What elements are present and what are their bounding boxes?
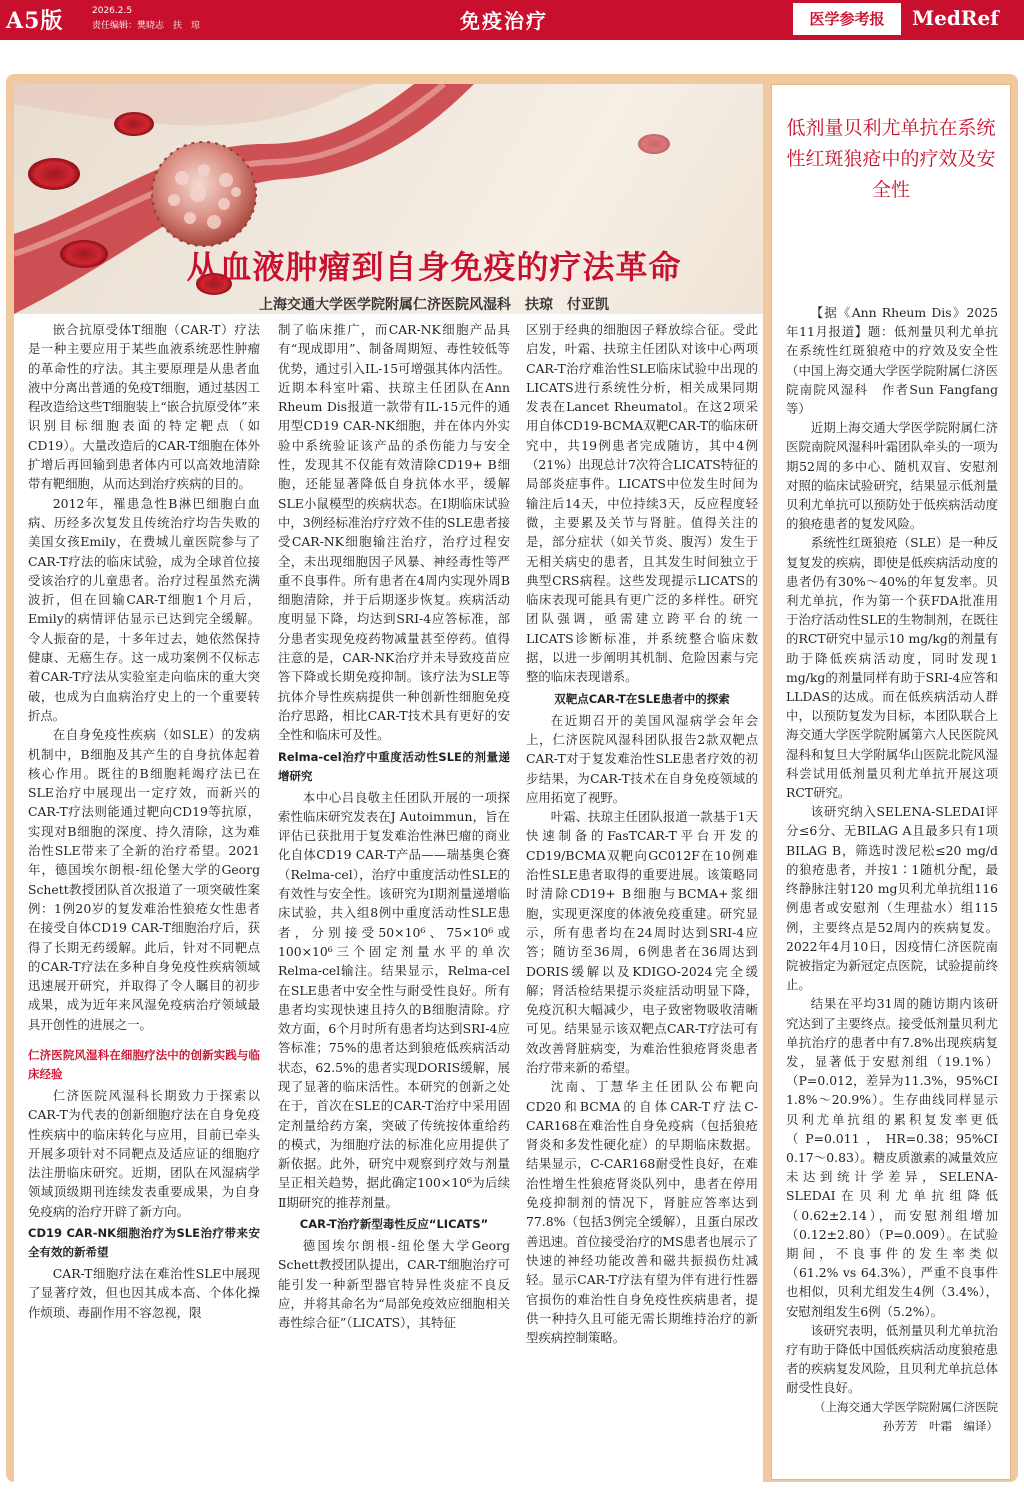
brand-english: MedRef: [912, 6, 999, 30]
article-banner: [14, 84, 763, 314]
editors: 责任编辑：樊晓志 扶 琼: [92, 21, 201, 31]
paragraph: 叶霜、扶琼主任团队报道一款基于1天快速制备的FasTCAR-T平台开发的CD19/BCMA双靶向GC012F在10例难治性SLE患者取得的重要进展。该策略同时清除CD19+ B细胞与BCMA+浆细胞，实现更深度的体液免疫重建。研究显示，所有患者均在24周时达到SRI-4应答；随访至36周，6例患者在36周达到DORIS缓解以及KDIGO-2024完全缓解；肾活检结果提示炎症活动明显下降，免疫沉积大幅减少，电子致密物吸收清晰可见。结果显示该双靶点CAR-T疗法可有效改善肾脏病变，为难治性狼疮肾炎患者治疗带来新的希望。: [526, 809, 758, 1075]
paragraph: 区别于经典的细胞因子释放综合征。受此启发，叶霜、扶琼主任团队对该中心两项CAR-T治疗难治性SLE临床试验中出现的LICATS进行系统性分析，相关成果同期发表在Lancet Rheumatol。在这2项采用自体CD19-BCMA双靶CAR-T的临床研究中，共19例患者完成随访，其中4例（21%）出现总计7次符合LICATS特征的局部炎症事件。LICATS中位发生时间为输注后14天，中位持续3天，反应程度轻微，主要累及关节与肾脏。值得关注的是，部分症状（如关节炎、腹泻）发生于无相关病史的患者，且其发生时间独立于典型CRS病程。这些发现提示LICATS的临床表现可能具有更广泛的多样性。研究团队强调，亟需建立跨平台的统一LICATS诊断标准，并系统整合临床数据，以进一步阐明其机制、危险因素与完整的临床表现谱系。: [526, 322, 758, 685]
article-author: 上海交通大学医学院附属仁济医院风湿科 扶琼 付亚凯: [259, 297, 609, 313]
paragraph: 该研究表明，低剂量贝利尤单抗治疗有助于降低中国低疾病活动度狼疮患者的疾病复发风险，且贝利尤单抗总体耐受性良好。: [786, 1322, 998, 1396]
article-title: 从血液肿瘤到自身免疫的疗法革命: [186, 248, 682, 286]
subheading: 仁济医院风湿科在细胞疗法中的创新实践与临床经验: [28, 1047, 260, 1081]
sidebar-credit: （上海交通大学医学院附属仁济医院 孙芳芳 叶霜 编译）: [814, 1399, 1010, 1433]
sidebar-body: [786, 303, 1010, 1436]
subheading: CAR-T治疗新型毒性反应“LICATS”: [299, 1217, 489, 1232]
subheading: CD19 CAR-NK细胞治疗为SLE治疗带来安全有效的新希望: [28, 1226, 260, 1260]
edition-label: A5版: [6, 8, 64, 34]
page-header: [0, 0, 1024, 40]
section-title: 免疫治疗: [460, 9, 548, 33]
sidebar-title: 低剂量贝利尤单抗在系统性红斑狼疮中的疗效及安全性: [786, 117, 996, 201]
paragraph: 在近期召开的美国风湿病学会年会上，仁济医院风湿科团队报告2款双靶点CAR-T对于复发难治性SLE患者疗效的初步结果，为CAR-T技术在自身免疫领域的应用拓宽了视野。: [526, 712, 758, 805]
sidebar-article: [771, 84, 1011, 1480]
paragraph: 本中心吕良敬主任团队开展的一项探索性临床研究发表在J Autoimmun，旨在评估已获批用于复发难治性淋巴瘤的商业化自体CD19 CAR-T产品——瑞基奥仑赛（Relma-cel），治疗中重度活动性SLE的有效性与安全性。该研究为Ⅰ期剂量递增临床试验，共入组8例中重度活动性SLE患者，分别接受50×10⁶、75×10⁶或100×10⁶三个固定剂量水平的单次Relma-cel输注。结果显示，Relma-cel在SLE患者中安全性与耐受性良好。所有患者均实现快速且持久的B细胞清除。疗效方面，6个月时所有患者均达到SRI-4应答标准；75%的患者达到狼疮低疾病活动状态，62.5%的患者实现DORIS缓解，展现了显著的临床活性。本研究的创新之处在于，首次在SLE的CAR-T治疗中采用固定剂量给药方案，突破了传统按体重给药的模式，为细胞疗法的标准化应用提供了新依据。此外，研究中观察到疗效与剂量呈正相关趋势，据此确定100×10⁶为后续Ⅱ期研究的推荐剂量。: [278, 789, 510, 1210]
paragraph: CAR-T细胞疗法在难治性SLE中展现了显著疗效，但也因其成本高、个体化操作烦琐、毒副作用不容忽视，限: [28, 1266, 260, 1320]
paragraph: 制了临床推广，而CAR-NK细胞产品具有“现成即用”、制备周期短、毒性较低等优势，通过引入IL-15可增强其体内活性。近期本科室叶霜、扶琼主任团队在Ann Rheum Dis报道一款带有IL-15元件的通用型CD19 CAR-NK细胞，并在体内外实验中系统验证该产品的杀伤能力与安全性，发现其不仅能有效清除CD19+ B细胞，还能显著降低自身抗体水平，缓解SLE小鼠模型的疾病状态。在Ⅰ期临床试验中，3例经标准治疗疗效不佳的SLE患者接受CAR-NK细胞输注治疗，治疗过程安全，未出现细胞因子风暴、神经毒性等严重不良事件。所有患者在4周内实现外周B细胞清除，并于后期逐步恢复。疾病活动度明显下降，均达到SRI-4应答标准，部分患者实现免疫药物减量甚至停药。值得注意的是，CAR-NK治疗并未导致疫苗应答下降或长期免疫抑制。该疗法为SLE等抗体介导性疾病提供一种创新性细胞免疫治疗思路，相比CAR-T技术具有更好的安全性和临床可及性。: [278, 322, 510, 743]
paragraph: 嵌合抗原受体T细胞（CAR-T）疗法是一种主要应用于某些血液系统恶性肿瘤的革命性的疗法。其主要原理是从患者血液中分离出普通的免疫T细胞，通过基因工程改造给这些T细胞装上“嵌合抗原受体”来识别目标细胞表面的特定靶点（如CD19）。大量改造后的CAR-T细胞在体外扩增后再回输到患者体内可以高效地清除带有靶细胞，从而达到治疗疾病的目的。: [28, 322, 260, 492]
paragraph: 2012年，罹患急性B淋巴细胞白血病、历经多次复发且传统治疗均告失败的美国女孩Emily，在费城儿童医院参与了CAR-T疗法的临床试验，成为全球首位接受该治疗的儿童患者。治疗过程虽然充满波折，但在回输CAR-T细胞1个月后，Emily的病情评估显示已达到完全缓解。令人振奋的是，十多年过去，她依然保持健康、无癌生存。这一成功案例不仅标志着CAR-T疗法从实验室走向临床的重大突破，也成为白血病治疗史上的一个重要转折点。: [28, 495, 260, 723]
paragraph: 沈南、丁慧华主任团队公布靶向CD20和BCMA的自体CAR-T疗法C-CAR168在难治性自身免疫病（包括狼疮肾炎和多发性硬化症）的早期临床数据。结果显示，C-CAR168耐受性良好，在难治性增生性狼疮肾炎队列中，患者在停用免疫抑制剂的情况下，肾脏应答率达到77.8%（包括3例完全缓解），且蛋白尿改善迅速。首位接受治疗的MS患者也展示了快速的神经功能改善和磁共振损伤灶减轻。显示CAR-T疗法有望为伴有进行性器官损伤的难治性自身免疫性疾病患者，提供一种持久且可能无需长期维持治疗的新型疾病控制策略。: [526, 1079, 758, 1346]
article-column-2: [278, 320, 510, 1333]
article-column-3: [526, 320, 758, 1347]
paragraph: 【据《Ann Rheum Dis》2025年11月报道】题：低剂量贝利尤单抗在系统性红斑狼疮中的疗效及安全性（中国上海交通大学医学院附属仁济医院南院风湿科 作者Sun Fangfang等）: [786, 305, 998, 417]
subheading: 双靶点CAR-T在SLE患者中的探索: [554, 691, 730, 706]
brand-chinese: 医学参考报: [793, 3, 901, 35]
paragraph: 结果在平均31周的随访期内该研究达到了主要终点。接受低剂量贝利尤单抗治疗的患者中有7.8%出现疾病复发，显著低于安慰剂组（19.1%）（P=0.012，差异为11.3%，95%CI 1.8%～20.9%）。生存曲线同样显示贝利尤单抗组的累积复发率更低（P=0.011，HR=0.38；95%CI 0.17～0.83）。糖皮质激素的减量效应未达到统计学差异，SELENA-SLEDAI在贝利尤单抗组降低（0.62±2.14），而安慰剂组增加（0.12±2.80）（P=0.009）。在试验期间，不良事件的发生率类似（61.2% vs 64.3%），严重不良事件也相似，贝利尤组发生4例（3.4%），安慰剂组发生6例（5.2%）。: [786, 996, 998, 1319]
subheading: Relma-cel治疗中重度活动性SLE的剂量递增研究: [278, 749, 510, 783]
paragraph: 系统性红斑狼疮（SLE）是一种反复复发的疾病，即使是低疾病活动度的患者仍有30%～40%的年复发率。贝利尤单抗，作为第一个获FDA批准用于治疗活动性SLE的生物制剂，在既往的RCT研究中显示10 mg/kg的剂量有助于降低疾病活动度，同时发现1 mg/kg的剂量同样有助于SRI-4应答和LLDAS的达成。而在低疾病活动人群中，以预防复发为目标，本团队联合上海交通大学医学院附属第六人民医院风湿科和复旦大学附属华山医院北院风湿科尝试用低剂量贝利尤单抗开展这项RCT研究。: [786, 535, 998, 801]
paragraph: 近期上海交通大学医学院附属仁济医院南院风湿科叶霜团队牵头的一项为期52周的多中心、随机双盲、安慰剂对照的临床试验研究，结果显示低剂量贝利尤单抗可以预防处于低疾病活动度的狼疮患者的复发风险。: [786, 420, 998, 532]
paragraph: 该研究纳入SELENA-SLEDAI评分≤6分、无BILAG A且最多只有1项BILAG B，筛选时泼尼松≤20 mg/d的狼疮患者，并按1∶1随机分配，最终静脉注射120 mg贝利尤单抗组116例患者或安慰剂（生理盐水）组115例，主要终点是52周内的疾病复发。2022年4月10日，因疫情仁济医院南院被指定为新冠定点医院，试验提前终止。: [786, 804, 998, 993]
paragraph: 在自身免疫性疾病（如SLE）的发病机制中，B细胞及其产生的自身抗体起着核心作用。既往的B细胞耗竭疗法已在SLE治疗中展现出一定疗效，而新兴的CAR-T疗法则能通过靶向CD19等抗原，实现对B细胞的深度、持久清除，这为难治性SLE带来了全新的治疗希望。2021年，德国埃尔朗根-纽伦堡大学的Georg Schett教授团队首次报道了一项突破性案例：1例20岁的复发难治性狼疮女性患者在接受自体CD19 CAR-T细胞治疗后，获得了长期无药缓解。此后，针对不同靶点的CAR-T疗法在多种自身免疫性疾病领域迅速展开研究，并取得了令人瞩目的初步成果，成为近年来风湿免疫病治疗领域最具开创性的进展之一。: [28, 727, 260, 1032]
article-column-1: [28, 320, 260, 1322]
issue-date: 2026.2.5: [92, 6, 133, 16]
paragraph: 德国埃尔朗根-纽伦堡大学Georg Schett教授团队提出，CAR-T细胞治疗可能引发一种新型器官特异性炎症不良反应，并将其命名为“局部免疫效应细胞相关毒性综合征”（LICATS），其特征: [278, 1238, 510, 1331]
paragraph: 仁济医院风湿科长期致力于探索以CAR-T为代表的创新细胞疗法在自身免疫性疾病中的临床转化与应用，目前已牵头开展多项针对不同靶点及适应证的细胞疗法注册临床研究。近期，团队在风湿病学领域顶级期刊连续发表重要成果，为自身免疫病的治疗开辟了新方向。: [28, 1087, 260, 1219]
header-meta: [92, 4, 200, 34]
